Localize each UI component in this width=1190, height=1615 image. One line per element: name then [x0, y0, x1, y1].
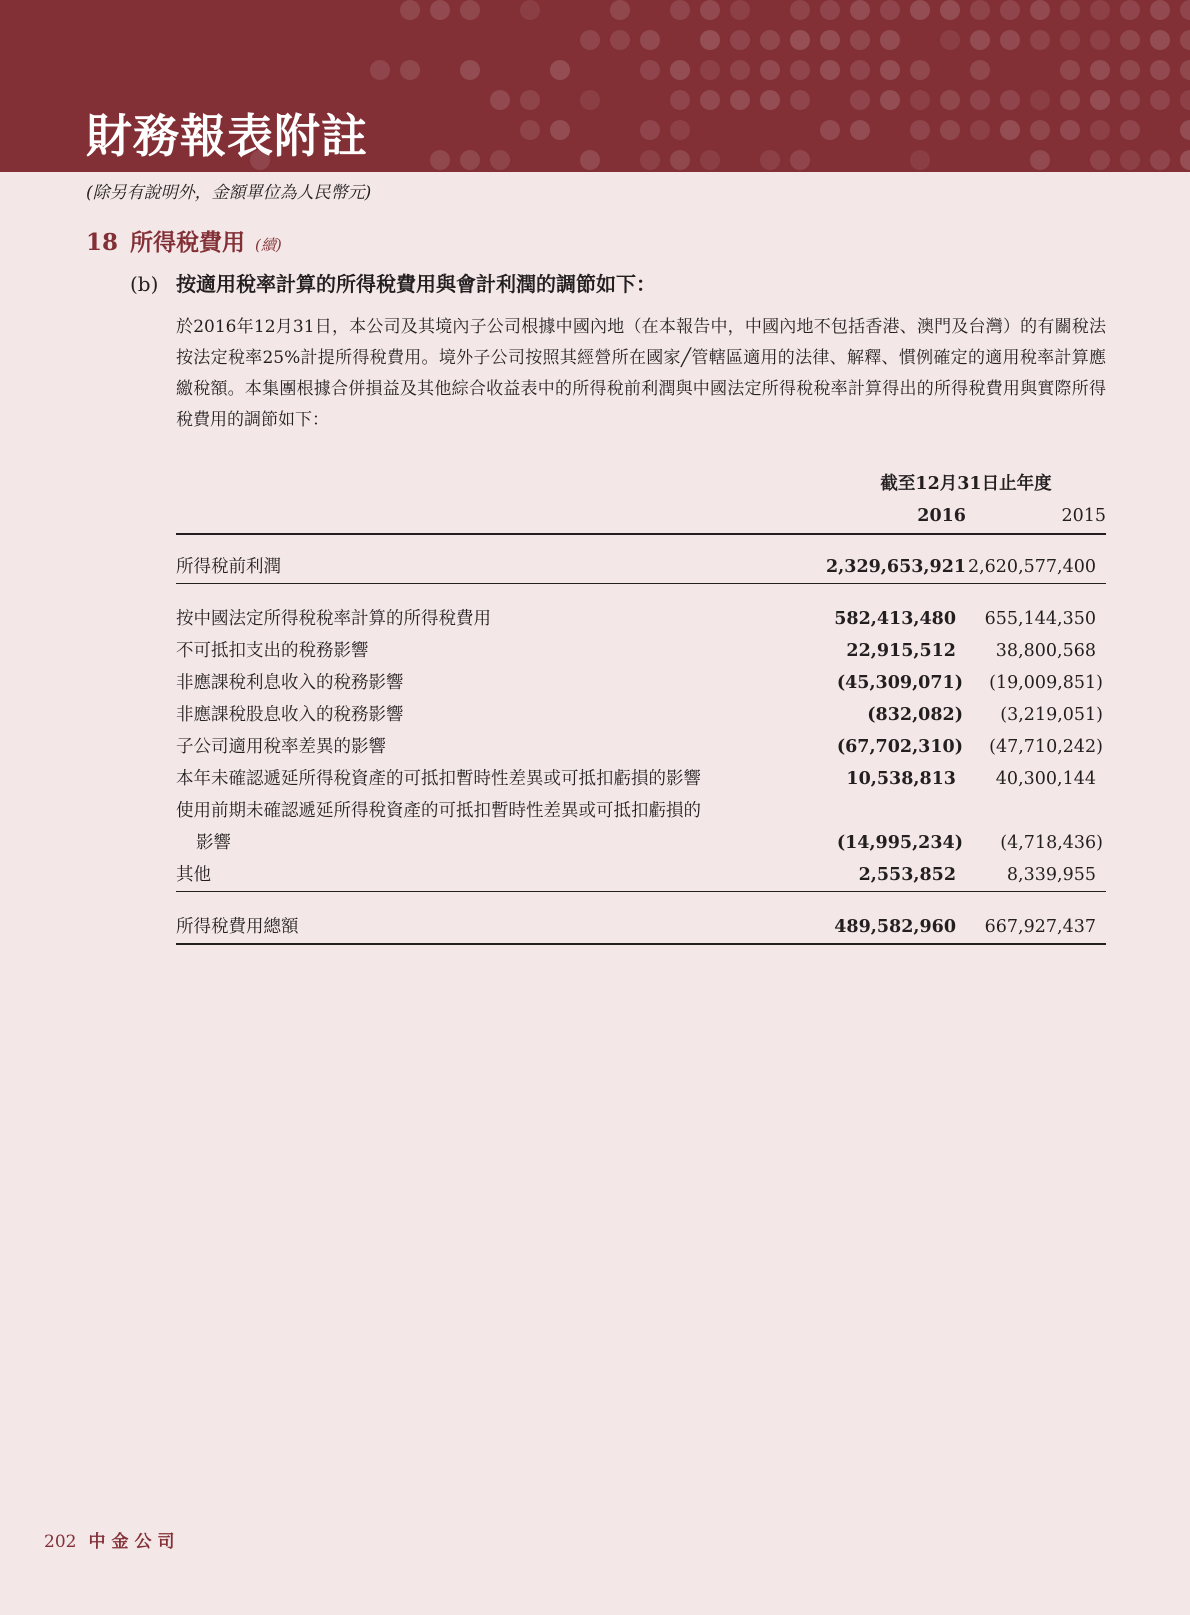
table-row: [176, 731, 1106, 763]
row-label: 不可抵扣支出的稅務影響: [176, 641, 369, 661]
row-label: 非應課稅利息收入的稅務影響: [176, 673, 404, 693]
section-title: 所得稅費用: [130, 229, 245, 256]
row-label: 使用前期未確認遞延所得稅資產的可抵扣暫時性差異或可抵扣虧損的: [176, 801, 701, 821]
value-2015: (4,718,436): [1000, 833, 1103, 853]
value-2015: 40,300,144: [995, 769, 1096, 789]
value-2016: (67,702,310): [836, 737, 963, 757]
value-2016: 22,915,512: [846, 641, 956, 661]
value-2016: (832,082): [867, 705, 963, 725]
row-rule: [176, 583, 1106, 584]
page-footer: [44, 1527, 180, 1552]
company-name: 中金公司: [88, 1532, 181, 1552]
row-label: 其他: [176, 865, 211, 885]
section-number: 18: [86, 229, 119, 256]
table-row-total: [176, 911, 1106, 943]
row-label: 按中國法定所得稅稅率計算的所得稅費用: [176, 609, 491, 629]
unit-note: (除另有說明外，金額單位為人民幣元): [86, 183, 372, 203]
row-label: 子公司適用稅率差異的影響: [176, 737, 386, 757]
value-2016: 2,329,653,921: [826, 557, 967, 577]
year-2016-header: 2016: [917, 506, 966, 526]
body-paragraph: 於2016年12月31日，本公司及其境內子公司根據中國內地（在本報告中，中國內地不包括香港、澳門及台灣）的有關稅法按法定稅率25%計提所得稅費用。境外子公司按照其經營所在國家╱管轄區適用的法律、解釋、慣例確定的適用稅率計算應繳稅額。本集團根據合併損益及其他綜合收益表中的所得稅前利潤與中國法定所得稅稅率計算得出的所得稅費用與實際所得稅費用的調節如下：: [176, 317, 1106, 430]
table-row: [176, 827, 1106, 859]
subsection-title: 按適用稅率計算的所得稅費用與會計利潤的調節如下：: [176, 272, 656, 296]
table-row: [176, 603, 1106, 635]
subsection-label: (b): [130, 272, 159, 296]
value-2015: 655,144,350: [984, 609, 1096, 629]
subsection-heading: [130, 268, 656, 297]
value-2015: (47,710,242): [989, 737, 1103, 757]
value-2016: 2,553,852: [858, 865, 956, 885]
period-header: 截至12月31日止年度: [880, 474, 1052, 494]
header-rule: [176, 533, 1106, 535]
row-label: 非應課稅股息收入的稅務影響: [176, 705, 404, 725]
table-row: [176, 699, 1106, 731]
value-2015: 667,927,437: [984, 917, 1096, 937]
row-label: 所得稅前利潤: [176, 557, 281, 577]
value-2015: (19,009,851): [989, 673, 1103, 693]
row-label: 影響: [196, 833, 231, 853]
table-row: [176, 763, 1106, 795]
table-row: [176, 859, 1106, 891]
row-label: 本年未確認遞延所得稅資產的可抵扣暫時性差異或可抵扣虧損的影響: [176, 769, 701, 789]
page-title: 財務報表附註: [86, 109, 368, 163]
header-banner: [0, 0, 1190, 172]
table-row: [176, 795, 1106, 827]
value-2016: (45,309,071): [836, 673, 963, 693]
table-row: [176, 635, 1106, 667]
value-2015: 2,620,577,400: [967, 557, 1096, 577]
value-2016: 489,582,960: [834, 917, 956, 937]
value-2015: (3,219,051): [1000, 705, 1103, 725]
row-label: 所得稅費用總額: [176, 917, 299, 937]
value-2016: 582,413,480: [834, 609, 956, 629]
total-rule: [176, 943, 1106, 945]
section-heading: [86, 224, 282, 257]
value-2016: 10,538,813: [846, 769, 956, 789]
page-number: 202: [44, 1532, 77, 1552]
table-row-profit-before-tax: [176, 551, 1106, 583]
year-2015-header: 2015: [1061, 506, 1106, 526]
value-2015: 8,339,955: [1006, 865, 1096, 885]
value-2015: 38,800,568: [995, 641, 1096, 661]
value-2016: (14,995,234): [836, 833, 963, 853]
table-row: [176, 667, 1106, 699]
row-rule: [176, 891, 1106, 892]
continued-marker: (續): [255, 236, 282, 254]
